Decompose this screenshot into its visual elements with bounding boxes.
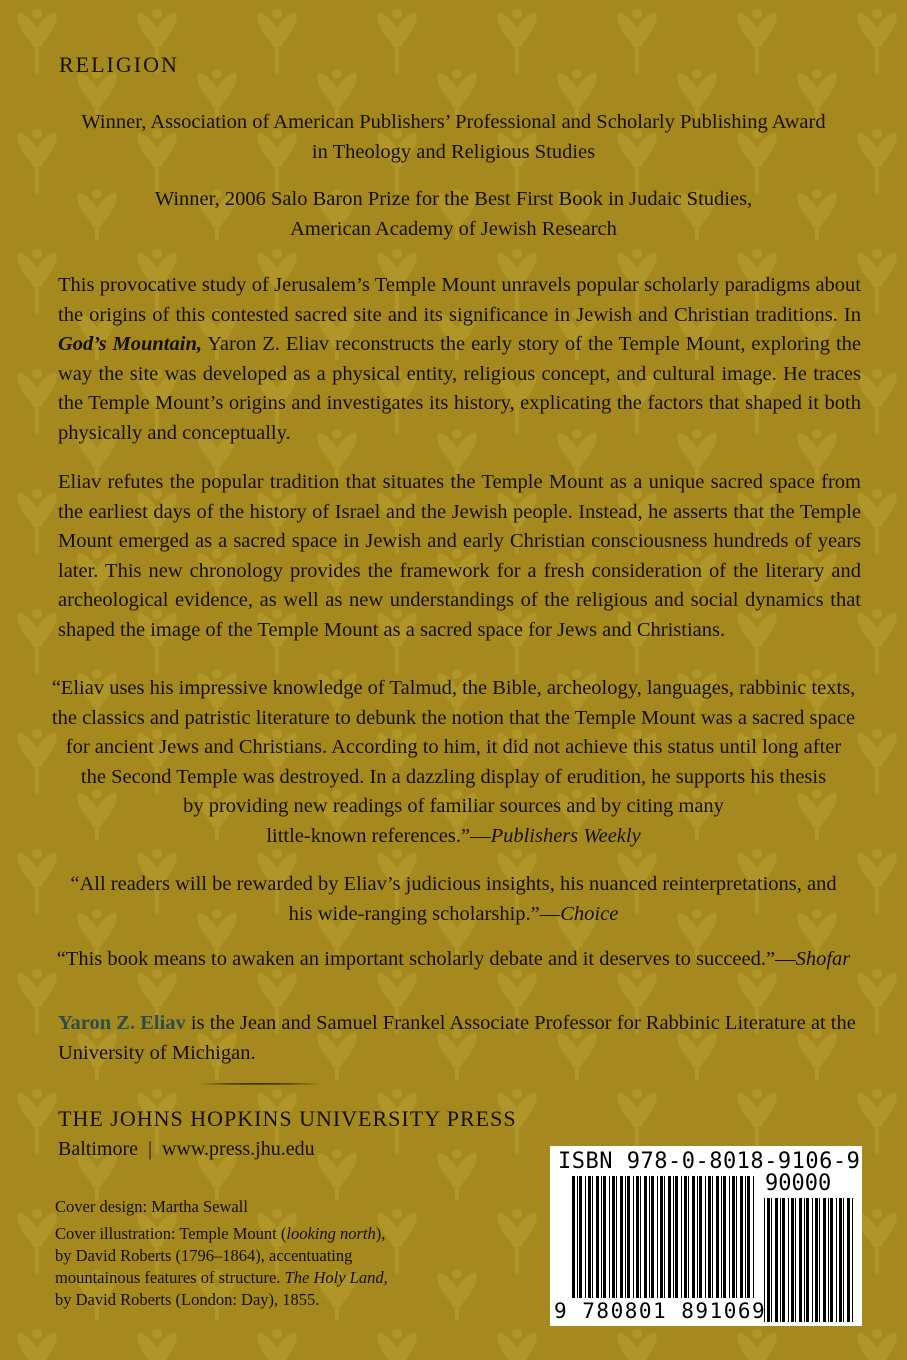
barcode-bar — [806, 1198, 809, 1322]
publisher-name: THE JOHNS HOPKINS UNIVERSITY PRESS — [58, 1106, 517, 1131]
barcode-bar — [673, 1176, 674, 1298]
barcode-bar — [836, 1198, 837, 1322]
barcode-bar — [830, 1198, 833, 1322]
quote-line: “All readers will be rewarded by Eliav’s judicious insights, his nuanced reinterpretations, and — [70, 873, 837, 895]
quote-source: Choice — [560, 902, 619, 925]
barcode-bar — [596, 1176, 599, 1298]
barcode-bar — [753, 1176, 754, 1298]
barcode-bar — [640, 1176, 641, 1298]
barcode-bar — [782, 1198, 785, 1322]
cover-illustration-credit — [55, 1223, 395, 1311]
barcode-digits: 9 780801 891069 — [554, 1299, 767, 1323]
barcode-bar — [732, 1176, 735, 1298]
barcode-bar — [697, 1176, 698, 1298]
cover-design-credit: Cover design: Martha Sewall — [55, 1197, 248, 1216]
barcode-bar — [747, 1176, 750, 1298]
barcode-bar — [627, 1176, 630, 1298]
barcode-bar — [815, 1198, 818, 1322]
quote-source: Shofar — [795, 948, 851, 970]
barcode-bar — [609, 1176, 610, 1298]
barcode-bar — [616, 1176, 617, 1298]
barcode-bar — [775, 1198, 778, 1322]
barcode-bar — [721, 1176, 722, 1298]
barcode-bar — [852, 1198, 853, 1322]
quote-line: for ancient Jews and Christians. According to him, it did not achieve this status until long after — [65, 736, 842, 758]
barcode-bar — [745, 1176, 746, 1298]
category-label: RELIGION — [59, 52, 179, 77]
barcode-bar — [644, 1176, 647, 1298]
barcode-bar — [636, 1176, 639, 1298]
barcode-bar — [812, 1198, 813, 1322]
barcode-bar — [847, 1198, 850, 1322]
description-paragraph-2 — [58, 468, 861, 645]
barcode-bar — [839, 1198, 842, 1322]
isbn-barcode — [550, 1146, 862, 1326]
illus-text-b: ), by David Roberts (1796–1864), accentuating mountainous features of structure. — [55, 1224, 386, 1287]
barcode-bar — [729, 1176, 730, 1298]
barcode-bar — [799, 1198, 802, 1322]
barcode-bar — [660, 1176, 663, 1298]
barcode-bar — [823, 1198, 826, 1322]
barcode-bar — [828, 1198, 829, 1322]
barcode-bar — [692, 1176, 695, 1298]
author-bio-text: is the Jean and Samuel Frankel Associate Professor for Rabbinic Literature at the University of Michigan. — [58, 1012, 856, 1064]
barcode-bar — [705, 1176, 706, 1298]
barcode-bar — [795, 1198, 796, 1322]
barcode-bar — [592, 1176, 593, 1298]
barcode-bar — [723, 1176, 726, 1298]
barcode-bar — [791, 1198, 794, 1322]
review-quote-3 — [40, 945, 867, 975]
barcode-bar — [688, 1176, 689, 1298]
award-1 — [40, 107, 867, 167]
barcode-bar — [712, 1176, 713, 1298]
quote-line: the classics and patristic literature to debunk the notion that the Temple Mount was a sacred space — [51, 706, 856, 729]
author-bio — [58, 1009, 861, 1068]
barcode-bar — [780, 1198, 781, 1322]
review-quote-1 — [40, 674, 867, 851]
illus-italic: looking north — [286, 1224, 376, 1243]
barcode-bar — [716, 1176, 719, 1298]
quote-line: the Second Temple was destroyed. In a dazzling display of erudition, he supports his thesis — [80, 765, 827, 788]
barcode-bar — [603, 1176, 606, 1298]
publisher-address — [58, 1138, 315, 1161]
barcode-bar — [668, 1176, 671, 1298]
price-code: 90000 — [765, 1171, 832, 1196]
author-name: Yaron Z. Eliav — [58, 1012, 186, 1034]
barcode-bar — [804, 1198, 805, 1322]
barcode-bar — [708, 1176, 711, 1298]
barcode-bar — [651, 1176, 654, 1298]
quote-line: by providing new readings of familiar sources and by citing many — [183, 795, 724, 817]
barcode-bar — [819, 1198, 820, 1322]
divider — [135, 1083, 385, 1085]
review-quote-2 — [40, 870, 867, 929]
barcode-bar — [675, 1176, 678, 1298]
separator: | — [147, 1138, 152, 1160]
description-text-b: Yaron Z. Eliav reconstructs the early story of the Temple Mount, exploring the way the site was developed as a physical entity, religious concept, and cultural image. He traces the Temple Mount’s origins and investigates its history, explicating the factors that shaped it both physically and conceptually. — [58, 333, 861, 444]
quote-line: “This book means to awaken an important scholarly debate and it deserves to succeed.”— — [56, 948, 796, 970]
barcode-bar — [625, 1176, 626, 1298]
barcode-bar — [620, 1176, 623, 1298]
barcode-bar — [585, 1176, 586, 1298]
award-2-line-2: American Academy of Jewish Research — [290, 218, 617, 240]
illus-text-a: Cover illustration: Temple Mount ( — [55, 1224, 287, 1243]
barcode-bar — [681, 1176, 682, 1298]
barcode-bar — [577, 1176, 578, 1298]
barcode-bar — [843, 1198, 844, 1322]
barcode-bar — [767, 1198, 770, 1322]
award-2-line-1: Winner, 2006 Salo Baron Prize for the Best First Book in Judaic Studies, — [154, 188, 753, 210]
illus-book: The Holy Land, — [284, 1268, 388, 1287]
barcode-bar — [657, 1176, 658, 1298]
barcode-bar — [649, 1176, 650, 1298]
barcode-bar — [788, 1198, 789, 1322]
book-title: God’s Mountain, — [58, 333, 202, 355]
quote-line: his wide-ranging scholarship.”— — [288, 902, 561, 925]
barcode-bar — [771, 1198, 772, 1322]
barcode-bar — [579, 1176, 582, 1298]
barcode-bar — [612, 1176, 615, 1298]
barcode-bar — [699, 1176, 702, 1298]
barcode-bar — [684, 1176, 687, 1298]
barcode-bar — [664, 1176, 665, 1298]
barcode-bar — [572, 1176, 575, 1298]
quote-source: Publishers Weekly — [490, 824, 641, 847]
isbn-label: ISBN 978-0-8018-9106-9 — [558, 1149, 861, 1174]
award-2 — [40, 184, 867, 244]
publisher-url: www.press.jhu.edu — [162, 1138, 315, 1160]
barcode-bar — [633, 1176, 634, 1298]
publisher-city: Baltimore — [58, 1138, 138, 1160]
quote-line: little-known references.”— — [266, 824, 491, 847]
description-text-2: Eliav refutes the popular tradition that situates the Temple Mount as a unique sacred space from the earliest days of the history of Israel and the Jewish people. Instead, he asserts that the Temple Mount emerged as a sacred space in Jewish and early Christian consciousness hundreds of years later. This new chronology provides the framework for a fresh consideration of the literary and archeological evidence, as well as new understandings of the religious and social dynamics that shaped the image of the Temple Mount as a sacred space for Jews and Christians. — [58, 471, 861, 641]
barcode-bar — [588, 1176, 591, 1298]
barcode-bar — [740, 1176, 743, 1298]
award-1-line-2: in Theology and Religious Studies — [311, 141, 596, 163]
quote-line: “Eliav uses his impressive knowledge of Talmud, the Bible, archeology, languages, rabbinic texts, — [51, 677, 856, 699]
barcode-bar — [736, 1176, 737, 1298]
award-1-line-1: Winner, Association of American Publishers’ Professional and Scholarly Publishing Award — [81, 111, 826, 133]
illus-text-c: by David Roberts (London: Day), 1855. — [55, 1290, 320, 1309]
barcode-bar — [601, 1176, 602, 1298]
description-paragraph-1 — [58, 271, 861, 448]
description-text-a: This provocative study of Jerusalem’s Temple Mount unravels popular scholarly paradigms about the origins of this contested sacred site and its significance in Jewish and Christian traditions. In — [58, 274, 861, 326]
